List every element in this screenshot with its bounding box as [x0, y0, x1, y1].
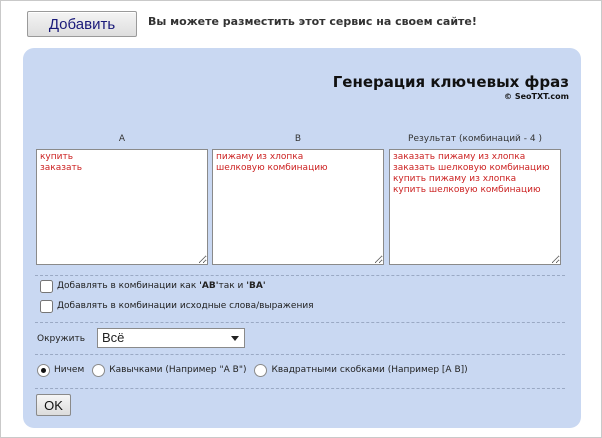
- both-orders-checkbox[interactable]: [40, 280, 53, 293]
- radio-button[interactable]: [254, 364, 267, 377]
- embed-note: Вы можете разместить этот сервис на своем сайте!: [148, 15, 477, 28]
- column-a-textarea[interactable]: [36, 149, 208, 265]
- result-label: Результат (комбинаций - 4 ): [408, 134, 542, 144]
- column-b-label: B: [294, 134, 302, 144]
- radio-button[interactable]: [92, 364, 105, 377]
- column-b-textarea[interactable]: [212, 149, 384, 265]
- both-orders-mid: так и: [218, 281, 244, 291]
- wrap-option[interactable]: [254, 364, 467, 377]
- wrap-options: [37, 362, 476, 378]
- ok-button[interactable]: OK: [36, 394, 71, 416]
- divider: [35, 388, 565, 389]
- wrap-option-label: Квадратными скобками (Например [A B]): [271, 365, 468, 375]
- radio-button[interactable]: [37, 364, 50, 377]
- both-orders-prefix: Добавлять в комбинации как: [57, 281, 197, 291]
- wrap-option[interactable]: [37, 364, 84, 377]
- result-textarea[interactable]: [389, 149, 561, 265]
- add-sources-checkbox[interactable]: [40, 300, 53, 313]
- surround-label: Окружить: [37, 334, 86, 344]
- wrap-option-label: Ничем: [54, 365, 85, 375]
- order-ba: 'BA': [246, 281, 266, 291]
- wrap-option[interactable]: [92, 364, 246, 377]
- keyphrase-generator-panel: [23, 48, 581, 428]
- both-orders-option[interactable]: [40, 279, 266, 293]
- add-sources-option[interactable]: [40, 299, 314, 313]
- wrap-option-label: Кавычками (Например "A B"): [109, 365, 247, 375]
- top-bar: [27, 11, 587, 37]
- panel-credit: © SeoTXT.com: [504, 92, 569, 101]
- panel-title: Генерация ключевых фраз: [332, 73, 569, 91]
- surround-select[interactable]: [97, 328, 245, 348]
- add-button[interactable]: Добавить: [27, 11, 137, 37]
- divider: [35, 354, 565, 355]
- order-ab: 'AB': [199, 281, 219, 291]
- divider: [35, 275, 565, 276]
- surround-selected-value: Всё: [102, 330, 125, 345]
- chevron-down-icon: [231, 336, 239, 341]
- column-a-label: A: [118, 134, 126, 144]
- add-sources-label: Добавлять в комбинации исходные слова/выражения: [57, 301, 314, 311]
- divider: [35, 322, 565, 323]
